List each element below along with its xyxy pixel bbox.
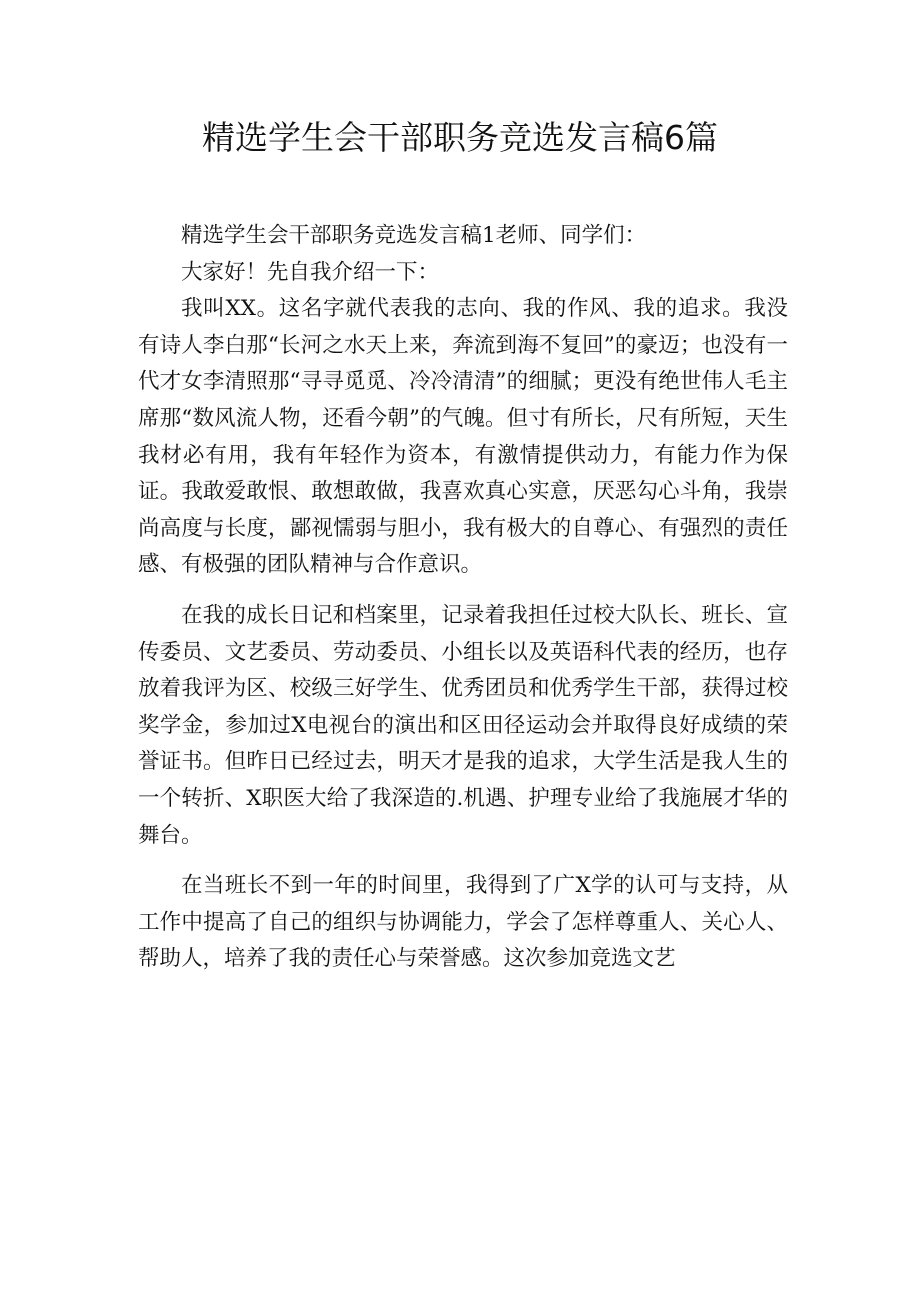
document-title: 精选学生会干部职务竞选发言稿6篇 [202,118,718,157]
document-body [138,218,788,978]
paragraph-greeting: 大家好！先自我介绍一下： [181,259,440,285]
paragraph-class-monitor: 在当班长不到一年的时间里，我得到了广X学的认可与支持，从工作中提高了自己的组织与协调能力，学会了怎样尊重人、关心人、帮助人，培养了我的责任心与荣誉感。这次参加竞选文艺 [138,873,788,972]
paragraph-self-introduction: 我叫XX。这名字就代表我的志向、我的作风、我的追求。我没有诗人李白那“长河之水天上来，奔流到海不复回”的豪迈；也没有一代才女李清照那“寻寻觅觅、冷冷清清”的细腻；更没有绝世伟人毛主席那“数风流人物，还看今朝”的气魄。但寸有所长，尺有所短，天生我材必有用，我有年轻作为资本，有激情提供动力，有能力作为保证。我敢爱敢恨、敢想敢做，我喜欢真心实意，厌恶勾心斗角，我崇尚高度与长度，鄙视懦弱与胆小，我有极大的自尊心、有强烈的责任感、有极强的团队精神与合作意识。 [138,296,788,578]
paragraph-salutation: 精选学生会干部职务竞选发言稿1老师、同学们： [181,223,647,248]
paragraph-experience: 在我的成长日记和档案里，记录着我担任过校大队长、班长、宣传委员、文艺委员、劳动委员、小组长以及英语科代表的经历，也存放着我评为区、校级三好学生、优秀团员和优秀学生干部，获得过校奖学金，参加过X电视台的演出和区田径运动会并取得良好成绩的荣誉证书。但昨日已经过去，明天才是我的追求，大学生活是我人生的一个转折、X职医大给了我深造的.机遇、护理专业给了我施展才华的舞台。 [138,602,788,848]
